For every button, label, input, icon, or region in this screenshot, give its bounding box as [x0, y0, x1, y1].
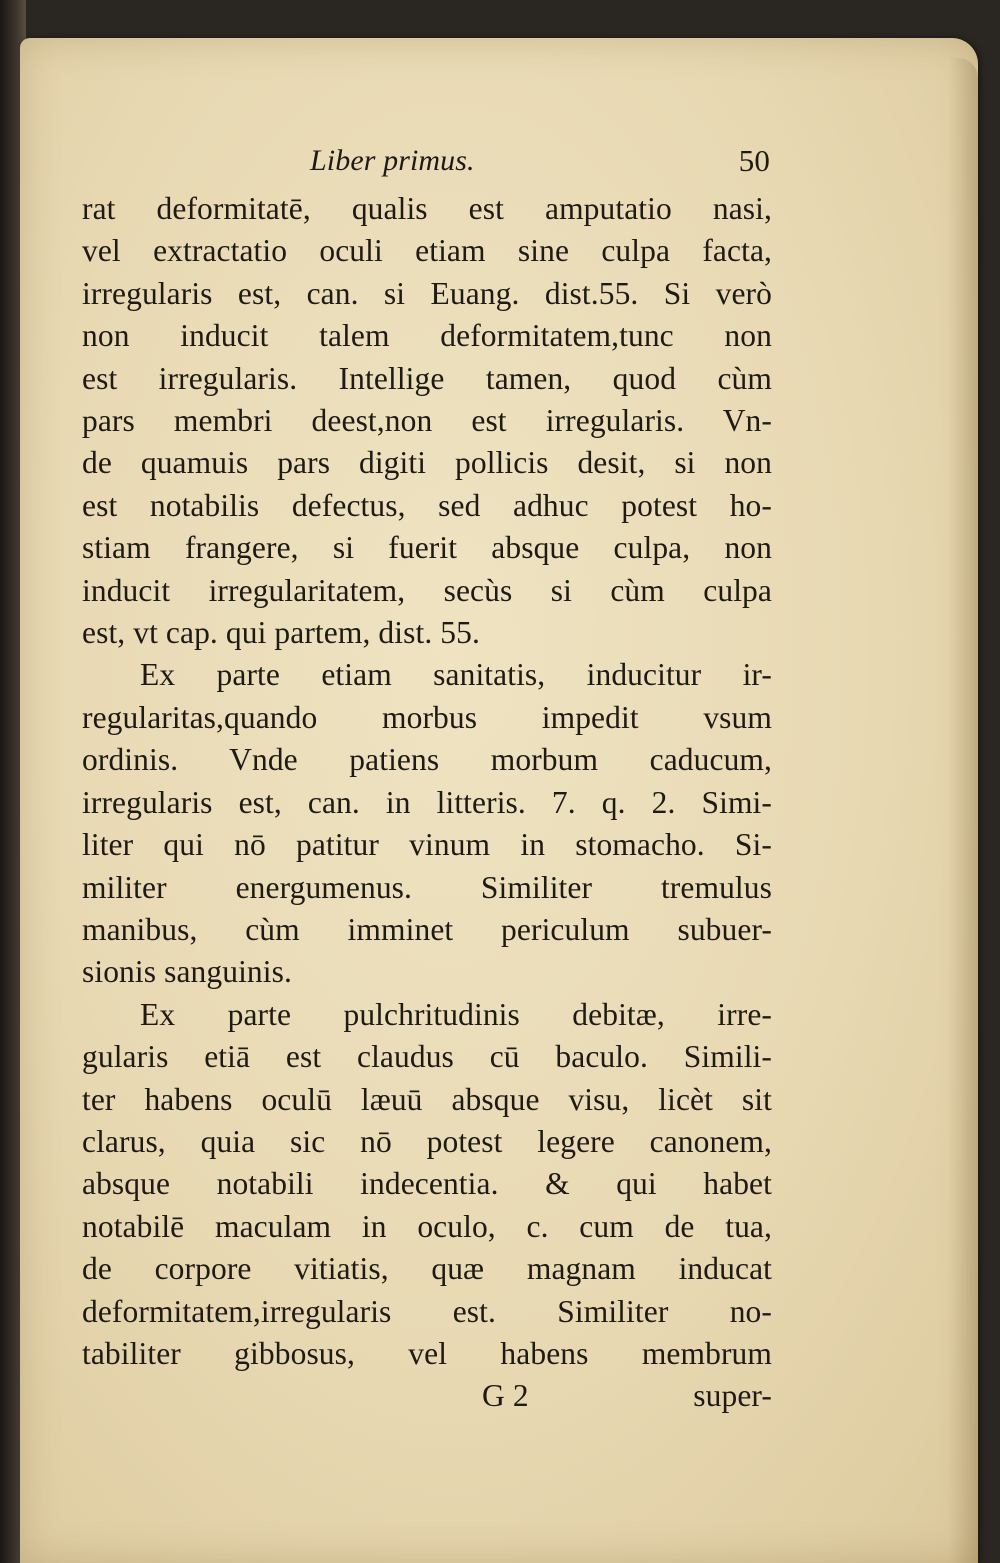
book-page	[20, 38, 978, 1563]
text-line: sionis sanguinis.	[82, 954, 292, 990]
text-line: clarus, quia sic nō potest legere canonem,	[82, 1123, 772, 1159]
text-line: inducit irregularitatem, secùs si cùm culpa	[82, 572, 772, 608]
text-line: ordinis. Vnde patiens morbum caducum,	[82, 742, 772, 778]
text-line: gularis etiā est claudus cū baculo. Simili-	[82, 1039, 772, 1075]
text-line: irregularis est, can. si Euang. dist.55. Si verò	[82, 275, 772, 311]
page-fore-edge	[948, 58, 978, 1563]
text-line: liter qui nō patitur vinum in stomacho. Si-	[82, 827, 772, 863]
text-line: est, vt cap. qui partem, dist. 55.	[82, 615, 480, 651]
page-footer	[82, 1375, 772, 1419]
text-line: regularitas,quando morbus impedit vsum	[82, 699, 772, 735]
text-line: rat deformitatē, qualis est amputatio nasi,	[82, 191, 772, 226]
page-header	[82, 136, 772, 188]
text-line: deformitatem,irregularis est. Similiter no-	[82, 1293, 772, 1329]
text-line: non inducit talem deformitatem,tunc non	[82, 318, 772, 354]
text-line: manibus, cùm imminet periculum subuer-	[82, 911, 772, 947]
text-line: tabiliter gibbosus, vel habens membrum	[82, 1335, 772, 1371]
paragraph-2	[82, 654, 772, 993]
text-block	[82, 136, 772, 1419]
paragraph-3	[82, 994, 772, 1376]
text-line: militer energumenus. Similiter tremulus	[82, 869, 772, 905]
text-line: irregularis est, can. in litteris. 7. q. 2. Simi-	[82, 784, 772, 820]
text-line: est irregularis. Intellige tamen, quod cùm	[82, 360, 772, 396]
signature-mark: G 2	[482, 1378, 529, 1414]
folio-number: 50	[738, 143, 770, 178]
text-line: absque notabili indecentia. & qui habet	[82, 1166, 772, 1202]
text-line: Ex parte etiam sanitatis, inducitur ir-	[140, 657, 772, 693]
text-line: Ex parte pulchritudinis debitæ, irre-	[140, 996, 772, 1032]
text-line: notabilē maculam in oculo, c. cum de tua,	[82, 1208, 772, 1244]
text-line: stiam frangere, si fuerit absque culpa, non	[82, 530, 772, 566]
text-line: ter habens oculū læuū absque visu, licèt sit	[82, 1081, 772, 1117]
paragraph-1	[82, 188, 772, 654]
text-line: est notabilis defectus, sed adhuc potest ho-	[82, 487, 772, 523]
text-line: de quamuis pars digiti pollicis desit, si non	[82, 445, 772, 481]
running-title: Liber primus.	[310, 144, 475, 177]
text-line: de corpore vitiatis, quæ magnam inducat	[82, 1251, 772, 1287]
text-line: pars membri deest,non est irregularis. Vn-	[82, 403, 772, 439]
catchword: super-	[693, 1378, 772, 1414]
text-line: vel extractatio oculi etiam sine culpa facta,	[82, 233, 772, 269]
